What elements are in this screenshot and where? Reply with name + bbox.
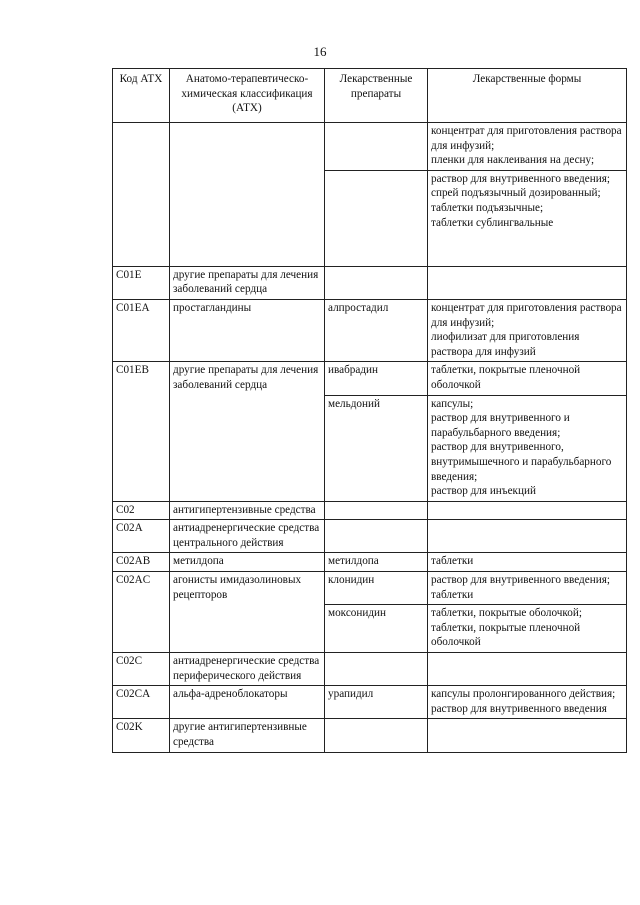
drug-name-cell: мельдоний (325, 395, 428, 501)
dosage-forms-cell (428, 572, 627, 605)
dosage-forms-cell (428, 170, 627, 266)
drug-name-cell (325, 719, 428, 752)
table-row (113, 653, 627, 686)
table-row (113, 123, 627, 171)
dosage-form-item: концентрат для приготовления раствора для инфузий; (431, 125, 622, 152)
table-header-row (113, 69, 627, 123)
dosage-form-item: раствор для внутривенного и парабульбарного введения; (431, 412, 570, 439)
atc-classification-cell: антиадренергические средства центрального действия (170, 520, 325, 553)
dosage-form-item: раствор для внутривенного, внутримышечного и парабульбарного введения; (431, 441, 612, 483)
table-row (113, 501, 627, 520)
table-body (113, 123, 627, 753)
table-row (113, 299, 627, 361)
drug-name-cell: алпростадил (325, 299, 428, 361)
dosage-forms-cell (428, 395, 627, 501)
dosage-forms-cell (428, 553, 627, 572)
atc-code-cell: C01EB (113, 362, 170, 501)
atc-classification-cell: простагландины (170, 299, 325, 361)
dosage-form-item: раствор для инъекций (431, 485, 536, 498)
atc-code-cell: C01EA (113, 299, 170, 361)
header-drugs: Лекарственные препараты (325, 69, 428, 123)
dosage-forms-cell (428, 362, 627, 395)
dosage-form-item: пленки для наклеивания на десну; (431, 154, 595, 167)
atc-classification-cell (170, 123, 325, 267)
drug-name-cell: ивабрадин (325, 362, 428, 395)
atc-code-cell: C02AC (113, 572, 170, 653)
dosage-forms-cell (428, 520, 627, 553)
dosage-forms-cell (428, 653, 627, 686)
atc-code-cell: C02K (113, 719, 170, 752)
drug-name-cell: моксонидин (325, 605, 428, 653)
header-dosage-forms: Лекарственные формы (428, 69, 627, 123)
dosage-forms-cell (428, 686, 627, 719)
dosage-form-item: концентрат для приготовления раствора для инфузий; (431, 301, 622, 329)
atc-classification-cell: другие препараты для лечения заболеваний сердца (170, 362, 325, 501)
header-atc-code: Код АТХ (113, 69, 170, 123)
dosage-form-item: раствор для внутривенного введения; (431, 574, 610, 587)
atc-code-cell: C02CA (113, 686, 170, 719)
dosage-form-item: спрей подъязычный дозированный; (431, 187, 601, 200)
dosage-form-item: таблетки (431, 555, 474, 568)
dosage-form-item: раствор для внутривенного введения (431, 702, 607, 715)
page-number: 16 (313, 44, 327, 59)
drug-name-cell: клонидин (325, 572, 428, 605)
atc-drug-table (112, 68, 627, 753)
dosage-form-item: таблетки подъязычные; (431, 201, 544, 214)
atc-code-cell: C02AB (113, 553, 170, 572)
table-row (113, 553, 627, 572)
table-row (113, 719, 627, 752)
drug-name-cell (325, 123, 428, 171)
drug-name-cell (325, 170, 428, 266)
drug-name-cell (325, 520, 428, 553)
atc-code-cell: C02 (113, 501, 170, 520)
dosage-form-item: капсулы пролонгированного действия; (431, 688, 616, 701)
drug-name-cell: метилдопа (325, 553, 428, 572)
table-row (113, 520, 627, 553)
table-row (113, 686, 627, 719)
dosage-forms-cell (428, 266, 627, 299)
table-row (113, 362, 627, 395)
dosage-forms-cell (428, 123, 627, 171)
dosage-form-item: таблетки (431, 588, 474, 601)
drug-name-cell (325, 653, 428, 686)
dosage-form-item: лиофилизат для приготовления раствора для инфузий (431, 331, 580, 358)
drug-name-cell (325, 501, 428, 520)
dosage-form-item: таблетки, покрытые пленочной оболочкой (431, 364, 581, 391)
dosage-forms-cell (428, 605, 627, 653)
table-row (113, 266, 627, 299)
table-row (113, 572, 627, 605)
dosage-form-item: таблетки, покрытые оболочкой; (431, 607, 582, 620)
atc-classification-cell: другие препараты для лечения заболеваний сердца (170, 266, 325, 299)
drug-name-cell (325, 266, 428, 299)
dosage-form-item: капсулы; (431, 397, 474, 410)
atc-code-cell: C02C (113, 653, 170, 686)
dosage-forms-cell (428, 719, 627, 752)
atc-code-cell (113, 123, 170, 267)
atc-classification-cell: метилдопа (170, 553, 325, 572)
atc-classification-cell: другие антигипертензивные средства (170, 719, 325, 752)
atc-classification-cell: альфа-адреноблокаторы (170, 686, 325, 719)
drug-name-cell: урапидил (325, 686, 428, 719)
dosage-form-item: раствор для внутривенного введения; (431, 172, 610, 185)
atc-classification-cell: агонисты имидазолиновых рецепторов (170, 572, 325, 653)
atc-code-cell: C02A (113, 520, 170, 553)
dosage-form-item: таблетки, покрытые пленочной оболочкой (431, 621, 581, 649)
atc-classification-cell: антигипертензивные средства (170, 501, 325, 520)
dosage-forms-cell (428, 299, 627, 361)
atc-classification-cell: антиадренергические средства периферического действия (170, 653, 325, 686)
dosage-form-item: таблетки сублингвальные (431, 216, 554, 229)
header-atc-classification: Анатомо-терапевтическо-химическая классификация (АТХ) (170, 69, 325, 123)
atc-code-cell: C01E (113, 266, 170, 299)
dosage-forms-cell (428, 501, 627, 520)
